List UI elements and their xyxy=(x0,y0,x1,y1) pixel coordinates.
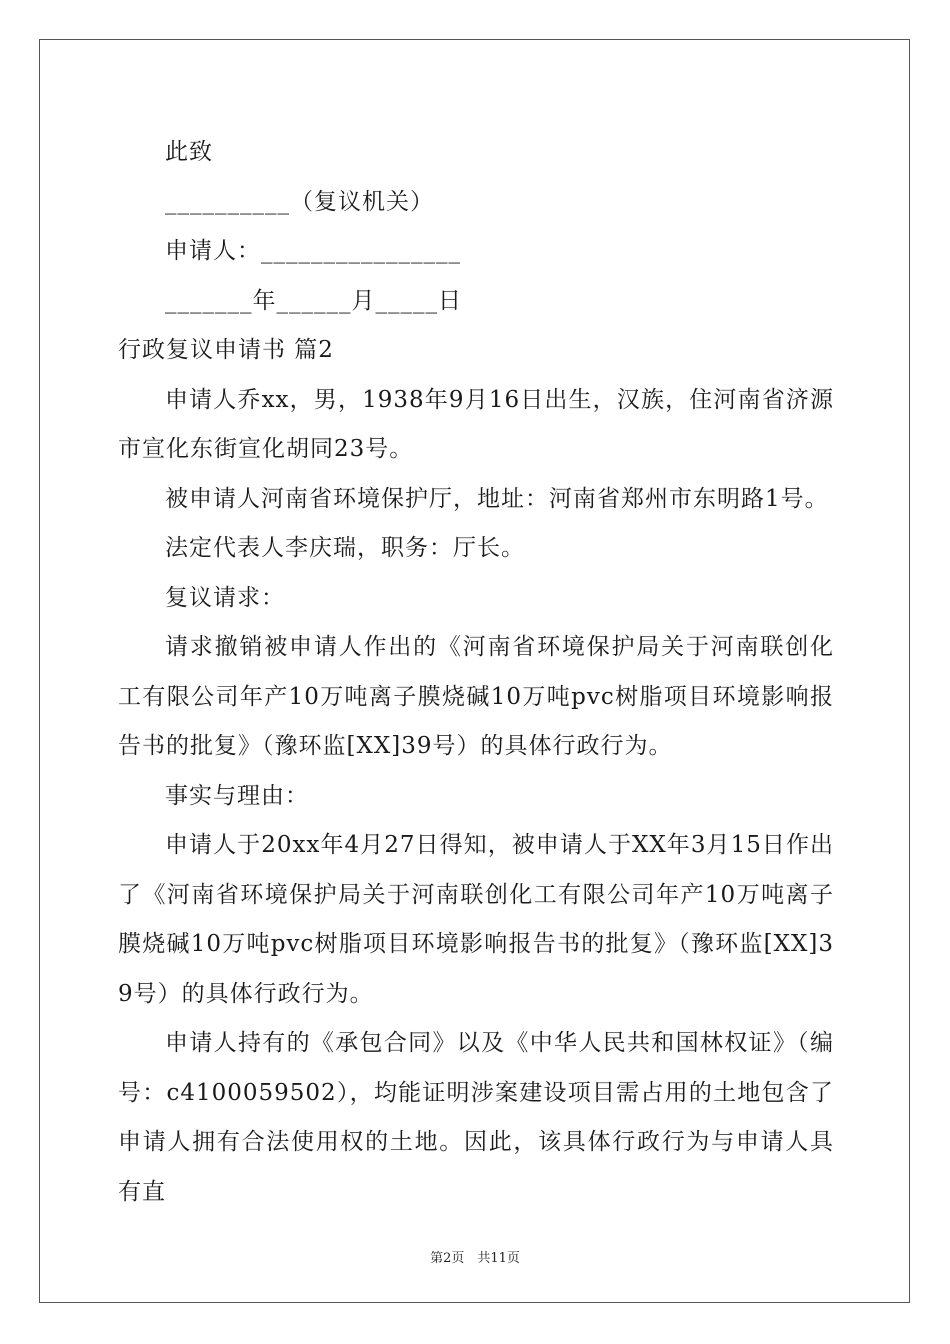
respondent-paragraph: 被申请人河南省环境保护厅，地址：河南省郑州市东明路1号。 xyxy=(165,485,829,512)
closing-salutation: 此致 xyxy=(165,139,213,165)
recipient-line: __________（复议机关） xyxy=(165,188,434,215)
request-paragraph: 请求撤销被申请人作出的《河南省环境保护局关于河南联创化工有限公司年产10万吨离子膜烧碱10万吨pvc树脂项目环境影响报告书的批复》（豫环监[XX]39号）的具体行政行为。 xyxy=(118,634,834,759)
request-heading: 复议请求： xyxy=(165,584,285,611)
facts-paragraph-1: 申请人于20xx年4月27日得知，被申请人于XX年3月15日作出了《河南省环境保护局关于河南联创化工有限公司年产10万吨离子膜烧碱10万吨pvc树脂项目环境影响报告书的批复》（豫环监[XX]39号）的具体行政行为。 xyxy=(118,832,834,1007)
facts-paragraph-2: 申请人持有的《承包合同》以及《中华人民共和国林权证》（编号：c4100059502），均能证明涉案建设项目需占用的土地包含了申请人拥有合法使用权的土地。因此，该具体行政行为与申请人具有直 xyxy=(118,1030,834,1205)
facts-heading: 事实与理由： xyxy=(165,782,309,809)
document-body xyxy=(118,128,834,1217)
date-line: _______年______月_____日 xyxy=(165,287,462,314)
applicant-signature-line: 申请人：________________ xyxy=(165,238,461,264)
page-footer: 第2页 共11页 xyxy=(430,1251,520,1266)
section-heading: 行政复议申请书 篇2 xyxy=(118,337,334,363)
applicant-paragraph: 申请人乔xx，男，1938年9月16日出生，汉族，住河南省济源市宣化东街宣化胡同23号。 xyxy=(118,386,834,462)
representative-paragraph: 法定代表人李庆瑞，职务：厅长。 xyxy=(165,535,525,561)
